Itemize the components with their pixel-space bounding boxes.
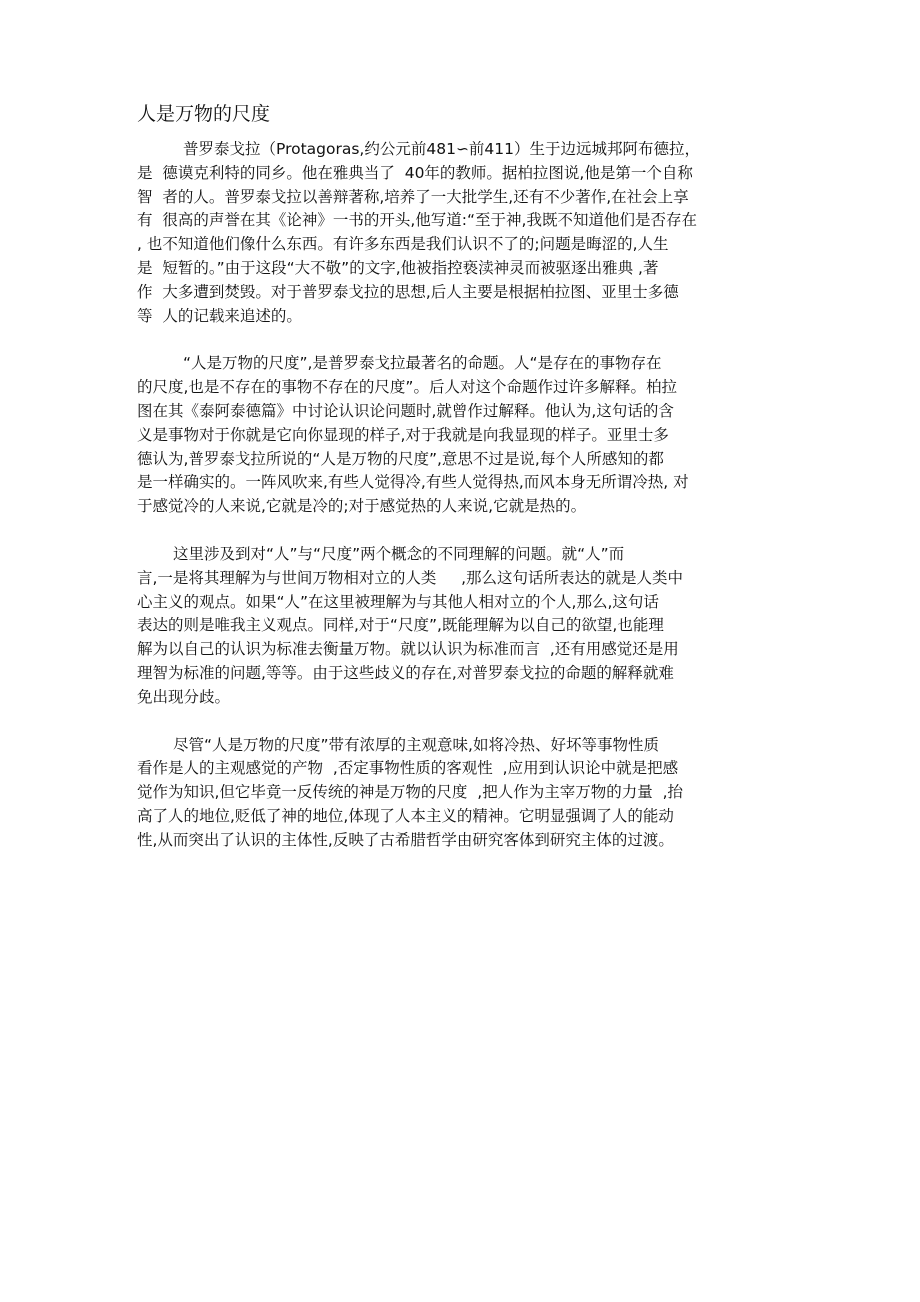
paragraph-line: 是 短暂的。”由于这段“大不敬”的文字,他被指控亵渎神灵而被驱逐出雅典 ,著 [137, 258, 659, 277]
paragraph-line: 义是事物对于你就是它向你显现的样子,对于我就是向我显现的样子。亚里士多 [137, 425, 669, 444]
paragraph-line: 觉作为知识,但它毕竟一反传统的神是万物的尺度 ,把人作为主宰万物的力量 ,抬 [137, 783, 683, 802]
paragraph-interpretations [137, 543, 787, 710]
paragraph-line: 尽管“人是万物的尺度”带有浓厚的主观意味,如将冷热、好坏等事物性质 [173, 735, 659, 754]
paragraph-line: 免出现分歧。 [137, 687, 231, 706]
paragraph-significance [137, 734, 787, 853]
paragraph-protagoras-bio [137, 138, 787, 328]
paragraph-line: “人是万物的尺度”,是普罗泰戈拉最著名的命题。人“是存在的事物存在 [183, 354, 662, 373]
paragraph-line: 理智为标准的问题,等等。由于这些歧义的存在,对普罗泰戈拉的命题的解释就难 [137, 663, 674, 682]
paragraph-line: 这里涉及到对“人”与“尺度”两个概念的不同理解的问题。就“人”而 [173, 544, 625, 563]
paragraph-line: 作 大多遭到焚毁。对于普罗泰戈拉的思想,后人主要是根据柏拉图、亚里士多德 [137, 282, 679, 301]
paragraph-line: 是一样确实的。一阵风吹来,有些人觉得冷,有些人觉得热,而风本身无所谓冷热, 对 [137, 473, 689, 492]
paragraph-line: 言,一是将其理解为与世间万物相对立的人类 ,那么这句话所表达的就是人类中 [137, 568, 683, 587]
paragraph-line: 于感觉冷的人来说,它就是冷的;对于感觉热的人来说,它就是热的。 [137, 497, 587, 516]
paragraph-line: 心主义的观点。如果“人”在这里被理解为与其他人相对立的个人,那么,这句话 [137, 592, 659, 611]
paragraph-line: 解为以自己的认识为标准去衡量万物。就以认识为标准而言 ,还有用感觉还是用 [137, 640, 679, 659]
paragraph-line: 德认为,普罗泰戈拉所说的“人是万物的尺度”,意思不过是说,每个人所感知的都 [137, 449, 664, 468]
paragraph-famous-proposition [137, 352, 787, 519]
paragraph-line: 高了人的地位,贬低了神的地位,体现了人本主义的精神。它明显强调了人的能动 [137, 806, 674, 825]
paragraph-line: 看作是人的主观感觉的产物 ,否定事物性质的客观性 ,应用到认识论中就是把感 [137, 759, 679, 778]
paragraph-line: 的尺度,也是不存在的事物不存在的尺度”。后人对这个命题作过许多解释。柏拉 [137, 378, 677, 397]
paragraph-line: 等 人的记载来追述的。 [137, 306, 302, 325]
paragraph-line: 表达的则是唯我主义观点。同样,对于“尺度”,既能理解为以自己的欲望,也能理 [137, 616, 664, 635]
paragraph-line: , 也不知道他们像什么东西。有许多东西是我们认识不了的;问题是晦涩的,人生 [137, 235, 669, 254]
paragraph-line: 图在其《泰阿泰德篇》中讨论认识论问题时,就曾作过解释。他认为,这句话的含 [137, 401, 674, 420]
paragraph-line: 性,从而突出了认识的主体性,反映了古希腊哲学由研究客体到研究主体的过渡。 [137, 830, 674, 849]
document-page [137, 100, 787, 877]
paragraph-line: 智 者的人。普罗泰戈拉以善辩著称,培养了一大批学生,还有不少著作,在社会上享 [137, 187, 689, 206]
paragraph-line: 是 德谟克利特的同乡。他在雅典当了 40年的教师。据柏拉图说,他是第一个自称 [137, 163, 693, 182]
paragraph-line: 有 很高的声誉在其《论神》一书的开头,他写道:“至于神,我既不知道他们是否存在 [137, 211, 697, 230]
paragraph-line: 普罗泰戈拉（Protagoras,约公元前481∽前411）生于边远城邦阿布德拉， [183, 140, 701, 158]
document-title: 人是万物的尺度 [137, 103, 271, 125]
